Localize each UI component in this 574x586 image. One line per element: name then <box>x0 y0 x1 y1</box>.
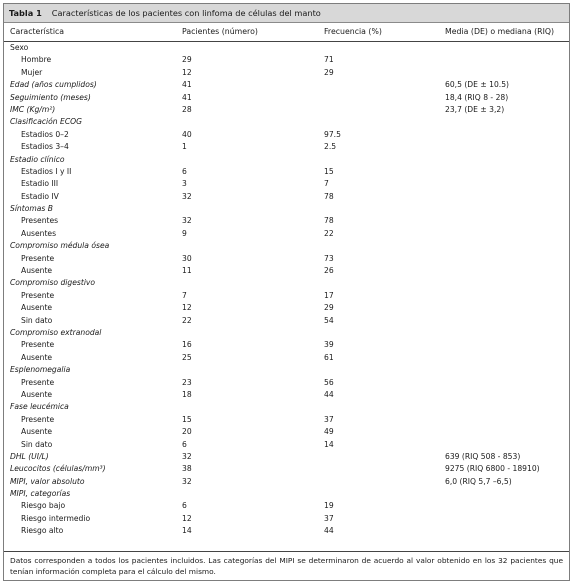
table-row <box>4 166 569 178</box>
row-label: Compromiso médula ósea <box>10 241 110 251</box>
table-row <box>4 290 569 302</box>
table-row <box>4 116 569 128</box>
row-frequency: 19 <box>324 501 334 511</box>
table-row <box>4 42 569 54</box>
row-label: Seguimiento (meses) <box>10 92 91 102</box>
table-row <box>4 476 569 488</box>
row-patients: 32 <box>182 216 192 226</box>
row-label: Ausentes <box>21 228 57 238</box>
row-patients: 12 <box>182 303 192 313</box>
row-frequency: 56 <box>324 377 334 387</box>
row-statistic: 639 (RIQ 508 - 853) <box>445 451 521 461</box>
row-label: Esplenomegalia <box>10 365 71 375</box>
row-patients: 32 <box>182 476 192 486</box>
row-label: Leucocitos (células/mm³) <box>10 464 106 474</box>
header-patients: Pacientes (número) <box>182 27 258 36</box>
row-frequency: 14 <box>324 439 334 449</box>
row-label: Estadio IV <box>21 191 59 201</box>
table-row <box>4 439 569 451</box>
table-row <box>4 500 569 512</box>
row-label: Estadio clínico <box>10 154 65 164</box>
table-title-bar <box>4 4 569 23</box>
row-frequency: 39 <box>324 340 334 350</box>
row-frequency: 37 <box>324 513 334 523</box>
row-patients: 25 <box>182 352 192 362</box>
row-frequency: 15 <box>324 166 334 176</box>
table-label: Tabla 1 <box>9 8 42 18</box>
table-row <box>4 203 569 215</box>
row-label: Sexo <box>10 43 29 52</box>
table-row <box>4 154 569 166</box>
row-patients: 18 <box>182 389 192 399</box>
row-label: Riesgo bajo <box>21 501 66 511</box>
row-frequency: 29 <box>324 303 334 313</box>
row-label: Clasificación ECOG <box>10 117 82 127</box>
row-label: Edad (años cumplidos) <box>10 80 97 90</box>
row-patients: 41 <box>182 80 192 90</box>
table-row <box>4 141 569 153</box>
row-statistic: 9275 (RIQ 6800 - 18910) <box>445 464 540 474</box>
row-statistic: 18,4 (RIQ 8 - 28) <box>445 92 509 102</box>
row-label: Presente <box>21 340 55 350</box>
row-patients: 41 <box>182 92 192 102</box>
row-label: Compromiso extranodal <box>10 327 102 337</box>
row-frequency: 61 <box>324 352 334 362</box>
table-body <box>4 42 569 538</box>
table-row <box>4 451 569 463</box>
row-patients: 22 <box>182 315 192 325</box>
row-label: MIPI, categorías <box>10 489 71 499</box>
row-patients: 32 <box>182 191 192 201</box>
row-label: Presentes <box>21 216 59 226</box>
row-label: Ausente <box>21 303 53 313</box>
row-patients: 29 <box>182 55 192 65</box>
row-label: Riesgo alto <box>21 526 64 536</box>
row-label: Estadios I y II <box>21 166 72 176</box>
table-row <box>4 463 569 475</box>
header-frequency: Frecuencia (%) <box>324 27 382 36</box>
table-row <box>4 352 569 364</box>
table-row <box>4 277 569 289</box>
table-row <box>4 315 569 327</box>
table-row <box>4 253 569 265</box>
row-statistic: 60,5 (DE ± 10.5) <box>445 80 509 90</box>
table-row <box>4 265 569 277</box>
row-patients: 16 <box>182 340 192 350</box>
row-frequency: 44 <box>324 526 334 536</box>
row-frequency: 17 <box>324 290 334 300</box>
row-frequency: 26 <box>324 266 334 276</box>
row-label: Ausente <box>21 266 53 276</box>
row-label: IMC (Kg/m²) <box>10 104 56 114</box>
header-characteristic: Característica <box>10 27 65 36</box>
table-row <box>4 327 569 339</box>
row-patients: 1 <box>182 142 187 152</box>
table-row <box>4 426 569 438</box>
row-label: Presente <box>21 377 55 387</box>
row-statistic: 6,0 (RIQ 5,7 –6,5) <box>445 476 512 486</box>
row-frequency: 71 <box>324 55 334 65</box>
row-frequency: 22 <box>324 228 334 238</box>
row-patients: 6 <box>182 166 187 176</box>
row-label: Presente <box>21 414 55 424</box>
row-frequency: 54 <box>324 315 334 325</box>
row-frequency: 29 <box>324 67 334 77</box>
table-row <box>4 191 569 203</box>
table-row <box>4 414 569 426</box>
row-label: DHL (UI/L) <box>10 451 49 461</box>
table-frame <box>3 3 570 581</box>
row-patients: 28 <box>182 104 192 114</box>
row-label: Ausente <box>21 352 53 362</box>
row-label: Estadios 3–4 <box>21 142 69 152</box>
table-row <box>4 488 569 500</box>
row-label: Estadio III <box>21 179 59 189</box>
table-row <box>4 377 569 389</box>
row-label: Fase leucémica <box>10 402 69 412</box>
row-patients: 6 <box>182 439 187 449</box>
table-row <box>4 92 569 104</box>
table-row <box>4 513 569 525</box>
row-label: Riesgo intermedio <box>21 513 91 523</box>
row-frequency: 78 <box>324 216 334 226</box>
row-patients: 7 <box>182 290 187 300</box>
table-row <box>4 67 569 79</box>
row-patients: 20 <box>182 427 192 437</box>
row-patients: 30 <box>182 253 192 263</box>
row-label: Sin dato <box>21 439 53 449</box>
table-row <box>4 178 569 190</box>
table-row <box>4 215 569 227</box>
table-row <box>4 401 569 413</box>
row-label: Mujer <box>21 67 43 77</box>
row-label: Ausente <box>21 427 53 437</box>
table-row <box>4 525 569 537</box>
table-row <box>4 240 569 252</box>
row-patients: 38 <box>182 464 192 474</box>
row-patients: 15 <box>182 414 192 424</box>
row-frequency: 44 <box>324 389 334 399</box>
row-label: MIPI, valor absoluto <box>10 476 85 486</box>
row-label: Hombre <box>21 55 52 65</box>
table-caption: Características de los pacientes con linfoma de células del manto <box>51 8 321 18</box>
row-patients: 12 <box>182 513 192 523</box>
row-label: Compromiso digestivo <box>10 278 96 288</box>
row-frequency: 2.5 <box>324 142 337 152</box>
table-row <box>4 54 569 66</box>
row-patients: 3 <box>182 179 187 189</box>
row-frequency: 73 <box>324 253 334 263</box>
row-frequency: 49 <box>324 427 334 437</box>
row-frequency: 97.5 <box>324 129 341 139</box>
table-footnote: Datos corresponden a todos los pacientes incluidos. Las categorías del MIPI se determinaron de acuerdo al valor obtenido en los 32 pacientes que tenían información completa para el cálculo del mismo. <box>10 556 563 576</box>
row-label: Presente <box>21 253 55 263</box>
row-label: Ausente <box>21 389 53 399</box>
row-label: Presente <box>21 290 55 300</box>
table-row <box>4 79 569 91</box>
row-patients: 23 <box>182 377 192 387</box>
table-row <box>4 302 569 314</box>
table-row <box>4 228 569 240</box>
row-frequency: 7 <box>324 179 329 189</box>
header-statistic: Media (DE) o mediana (RIQ) <box>445 27 555 36</box>
table-header-row <box>4 23 569 42</box>
row-patients: 6 <box>182 501 187 511</box>
row-patients: 9 <box>182 228 187 238</box>
table-row <box>4 364 569 376</box>
row-frequency: 78 <box>324 191 334 201</box>
row-patients: 11 <box>182 266 192 276</box>
table-row <box>4 389 569 401</box>
row-patients: 32 <box>182 451 192 461</box>
row-statistic: 23,7 (DE ± 3,2) <box>445 104 505 114</box>
row-label: Síntomas B <box>10 204 53 214</box>
row-frequency: 37 <box>324 414 334 424</box>
row-label: Sin dato <box>21 315 53 325</box>
table-bottom-rule <box>4 551 569 552</box>
table-row <box>4 104 569 116</box>
table-row <box>4 129 569 141</box>
row-patients: 40 <box>182 129 192 139</box>
row-patients: 14 <box>182 526 192 536</box>
row-label: Estadios 0–2 <box>21 129 69 139</box>
table-row <box>4 339 569 351</box>
row-patients: 12 <box>182 67 192 77</box>
